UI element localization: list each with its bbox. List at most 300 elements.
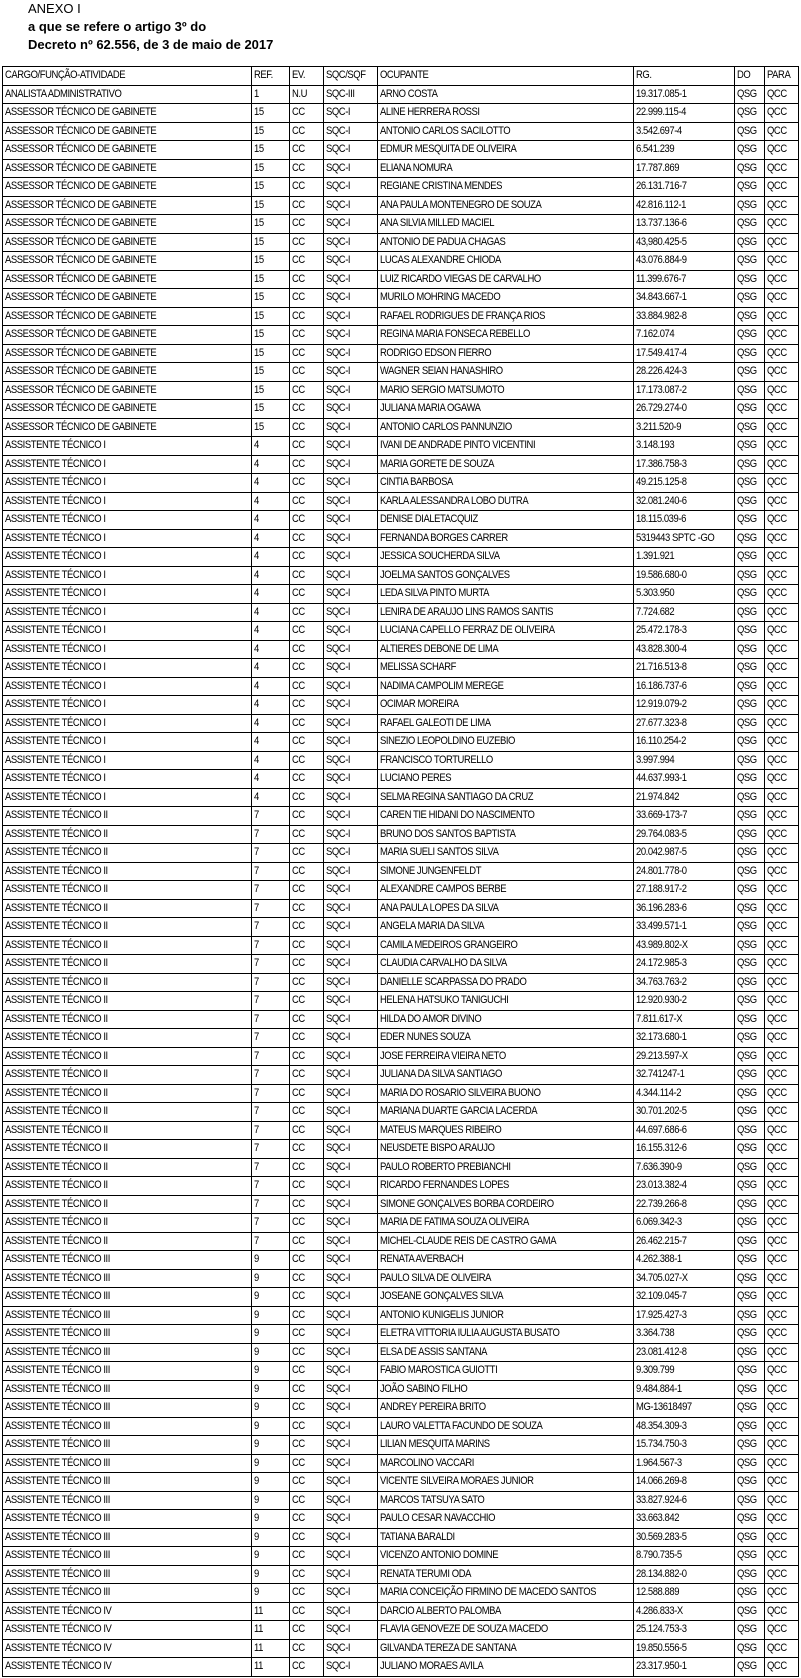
cell-cargo: ASSISTENTE TÉCNICO I bbox=[3, 659, 252, 678]
cell-para: QCC bbox=[764, 511, 798, 530]
cell-sqc: SQC-I bbox=[324, 455, 377, 474]
cell-ocupante: JOSE FERREIRA VIEIRA NETO bbox=[377, 1047, 633, 1066]
cell-rg: 3.211.520-9 bbox=[633, 418, 734, 437]
cell-cargo: ASSISTENTE TÉCNICO II bbox=[3, 973, 252, 992]
cell-do: QSG bbox=[734, 1362, 764, 1381]
cell-cargo: ASSISTENTE TÉCNICO III bbox=[3, 1491, 252, 1510]
cell-rg: 3.148.193 bbox=[633, 437, 734, 456]
cell-rg: 28.226.424-3 bbox=[633, 363, 734, 382]
cell-ref: 7 bbox=[251, 1029, 289, 1048]
cell-ref: 15 bbox=[251, 400, 289, 419]
cell-ocupante: JOSEANE GONÇALVES SILVA bbox=[377, 1288, 633, 1307]
cell-do: QSG bbox=[734, 1214, 764, 1233]
cell-cargo: ASSISTENTE TÉCNICO II bbox=[3, 1029, 252, 1048]
cell-ocupante: CAREN TIE HIDANI DO NASCIMENTO bbox=[377, 807, 633, 826]
cell-ocupante: VICENZO ANTONIO DOMINE bbox=[377, 1547, 633, 1566]
table-row bbox=[3, 1195, 799, 1214]
cell-rg: 19.586.680-0 bbox=[633, 566, 734, 585]
cell-ref: 9 bbox=[251, 1565, 289, 1584]
cell-rg: 44.697.686-6 bbox=[633, 1121, 734, 1140]
cell-ev: CC bbox=[290, 178, 324, 197]
cell-sqc: SQC-I bbox=[324, 418, 377, 437]
cell-cargo: ASSISTENTE TÉCNICO III bbox=[3, 1584, 252, 1603]
table-row bbox=[3, 714, 799, 733]
cell-para: QCC bbox=[764, 899, 798, 918]
cell-ocupante: MARIA CONCEIÇÃO FIRMINO DE MACEDO SANTOS bbox=[377, 1584, 633, 1603]
cell-para: QCC bbox=[764, 1195, 798, 1214]
cell-para: QCC bbox=[764, 1510, 798, 1529]
table-row bbox=[3, 178, 799, 197]
cell-ev: CC bbox=[290, 215, 324, 234]
cell-ocupante: EDER NUNES SOUZA bbox=[377, 1029, 633, 1048]
cell-rg: 34.763.763-2 bbox=[633, 973, 734, 992]
table-row bbox=[3, 1140, 799, 1159]
cell-sqc: SQC-I bbox=[324, 936, 377, 955]
cell-ref: 9 bbox=[251, 1454, 289, 1473]
table-row bbox=[3, 585, 799, 604]
cell-ocupante: JULIANO MORAES AVILA bbox=[377, 1658, 633, 1677]
cell-ref: 15 bbox=[251, 122, 289, 141]
cell-ev: CC bbox=[290, 714, 324, 733]
cell-ev: CC bbox=[290, 1084, 324, 1103]
cell-ocupante: ANTONIO CARLOS PANNUNZIO bbox=[377, 418, 633, 437]
cell-cargo: ASSISTENTE TÉCNICO I bbox=[3, 622, 252, 641]
cell-do: QSG bbox=[734, 511, 764, 530]
cell-rg: 6.069.342-3 bbox=[633, 1214, 734, 1233]
cell-cargo: ASSISTENTE TÉCNICO I bbox=[3, 696, 252, 715]
cell-ref: 4 bbox=[251, 566, 289, 585]
cell-ref: 7 bbox=[251, 1066, 289, 1085]
cell-ocupante: ELSA DE ASSIS SANTANA bbox=[377, 1343, 633, 1362]
cell-ocupante: FABIO MAROSTICA GUIOTTI bbox=[377, 1362, 633, 1381]
cell-cargo: ASSISTENTE TÉCNICO I bbox=[3, 677, 252, 696]
table-row bbox=[3, 825, 799, 844]
cell-ocupante: VICENTE SILVEIRA MORAES JUNIOR bbox=[377, 1473, 633, 1492]
cell-do: QSG bbox=[734, 1565, 764, 1584]
cell-ocupante: DARCIO ALBERTO PALOMBA bbox=[377, 1602, 633, 1621]
cell-sqc: SQC-I bbox=[324, 270, 377, 289]
cell-ref: 4 bbox=[251, 622, 289, 641]
cell-ref: 11 bbox=[251, 1658, 289, 1677]
cell-ev: CC bbox=[290, 1491, 324, 1510]
cell-ev: CC bbox=[290, 733, 324, 752]
cell-ocupante: LUCIANA CAPELLO FERRAZ DE OLIVEIRA bbox=[377, 622, 633, 641]
cell-ev: N.U bbox=[290, 85, 324, 104]
cell-do: QSG bbox=[734, 640, 764, 659]
cell-ocupante: ANA SILVIA MILLED MACIEL bbox=[377, 215, 633, 234]
table-row bbox=[3, 1288, 799, 1307]
cell-para: QCC bbox=[764, 141, 798, 160]
cell-ocupante: NADIMA CAMPOLIM MEREGE bbox=[377, 677, 633, 696]
cell-do: QSG bbox=[734, 344, 764, 363]
cell-do: QSG bbox=[734, 1251, 764, 1270]
cell-ref: 9 bbox=[251, 1325, 289, 1344]
cell-rg: 4.262.388-1 bbox=[633, 1251, 734, 1270]
cell-para: QCC bbox=[764, 622, 798, 641]
cell-ev: CC bbox=[290, 1158, 324, 1177]
cell-ref: 11 bbox=[251, 1639, 289, 1658]
cell-sqc: SQC-I bbox=[324, 1047, 377, 1066]
cell-do: QSG bbox=[734, 1103, 764, 1122]
cell-ev: CC bbox=[290, 141, 324, 160]
cell-ref: 7 bbox=[251, 1121, 289, 1140]
cell-do: QSG bbox=[734, 1288, 764, 1307]
cell-ocupante: RICARDO FERNANDES LOPES bbox=[377, 1177, 633, 1196]
cell-para: QCC bbox=[764, 1140, 798, 1159]
cell-ev: CC bbox=[290, 455, 324, 474]
cell-ev: CC bbox=[290, 622, 324, 641]
cell-ref: 7 bbox=[251, 973, 289, 992]
cell-ev: CC bbox=[290, 696, 324, 715]
cell-rg: 3.364.738 bbox=[633, 1325, 734, 1344]
cell-do: QSG bbox=[734, 104, 764, 123]
cell-ref: 4 bbox=[251, 770, 289, 789]
cell-ev: CC bbox=[290, 326, 324, 345]
cell-cargo: ASSISTENTE TÉCNICO II bbox=[3, 862, 252, 881]
cell-para: QCC bbox=[764, 1417, 798, 1436]
cell-ref: 7 bbox=[251, 1177, 289, 1196]
cell-ocupante: MELISSA SCHARF bbox=[377, 659, 633, 678]
table-row bbox=[3, 1306, 799, 1325]
cell-ev: CC bbox=[290, 788, 324, 807]
cell-sqc: SQC-I bbox=[324, 825, 377, 844]
table-row bbox=[3, 1269, 799, 1288]
cell-sqc: SQC-I bbox=[324, 474, 377, 493]
table-row bbox=[3, 899, 799, 918]
cell-para: QCC bbox=[764, 233, 798, 252]
cell-para: QCC bbox=[764, 1029, 798, 1048]
cell-sqc: SQC-I bbox=[324, 1103, 377, 1122]
cell-cargo: ASSESSOR TÉCNICO DE GABINETE bbox=[3, 178, 252, 197]
cell-ev: CC bbox=[290, 1251, 324, 1270]
table-row bbox=[3, 1621, 799, 1640]
cell-ev: CC bbox=[290, 1417, 324, 1436]
cell-sqc: SQC-I bbox=[324, 1269, 377, 1288]
cell-ev: CC bbox=[290, 825, 324, 844]
cell-do: QSG bbox=[734, 807, 764, 826]
cell-do: QSG bbox=[734, 1399, 764, 1418]
cell-rg: 33.663.842 bbox=[633, 1510, 734, 1529]
cell-do: QSG bbox=[734, 1417, 764, 1436]
cell-para: QCC bbox=[764, 1565, 798, 1584]
table-row bbox=[3, 992, 799, 1011]
cell-ev: CC bbox=[290, 640, 324, 659]
cell-rg: 5.303.950 bbox=[633, 585, 734, 604]
cell-para: QCC bbox=[764, 1325, 798, 1344]
cell-ref: 4 bbox=[251, 529, 289, 548]
cell-cargo: ASSISTENTE TÉCNICO III bbox=[3, 1251, 252, 1270]
cell-ev: CC bbox=[290, 233, 324, 252]
table-row bbox=[3, 511, 799, 530]
cell-ocupante: LEDA SILVA PINTO MURTA bbox=[377, 585, 633, 604]
column-header-para: PARA bbox=[764, 67, 798, 86]
cell-cargo: ASSESSOR TÉCNICO DE GABINETE bbox=[3, 233, 252, 252]
cell-cargo: ASSISTENTE TÉCNICO III bbox=[3, 1436, 252, 1455]
cell-sqc: SQC-I bbox=[324, 233, 377, 252]
cell-para: QCC bbox=[764, 1658, 798, 1677]
cell-para: QCC bbox=[764, 603, 798, 622]
cell-para: QCC bbox=[764, 122, 798, 141]
cell-ev: CC bbox=[290, 1121, 324, 1140]
cell-ref: 7 bbox=[251, 992, 289, 1011]
cell-ref: 4 bbox=[251, 788, 289, 807]
cell-ref: 7 bbox=[251, 1103, 289, 1122]
cell-do: QSG bbox=[734, 1158, 764, 1177]
cell-cargo: ASSISTENTE TÉCNICO I bbox=[3, 751, 252, 770]
cell-ocupante: KARLA ALESSANDRA LOBO DUTRA bbox=[377, 492, 633, 511]
cell-para: QCC bbox=[764, 159, 798, 178]
cell-rg: 36.196.283-6 bbox=[633, 899, 734, 918]
cell-do: QSG bbox=[734, 1621, 764, 1640]
cell-ocupante: ANTONIO CARLOS SACILOTTO bbox=[377, 122, 633, 141]
cell-cargo: ASSESSOR TÉCNICO DE GABINETE bbox=[3, 307, 252, 326]
cell-ev: CC bbox=[290, 770, 324, 789]
cell-sqc: SQC-I bbox=[324, 141, 377, 160]
cell-ref: 9 bbox=[251, 1380, 289, 1399]
cell-ev: CC bbox=[290, 529, 324, 548]
cell-sqc: SQC-I bbox=[324, 881, 377, 900]
cell-do: QSG bbox=[734, 1380, 764, 1399]
cell-rg: 19.850.556-5 bbox=[633, 1639, 734, 1658]
cell-sqc: SQC-I bbox=[324, 659, 377, 678]
cell-ev: CC bbox=[290, 252, 324, 271]
cell-cargo: ASSISTENTE TÉCNICO II bbox=[3, 1232, 252, 1251]
cell-sqc: SQC-I bbox=[324, 1362, 377, 1381]
table-row bbox=[3, 640, 799, 659]
table-row bbox=[3, 141, 799, 160]
cell-para: QCC bbox=[764, 1547, 798, 1566]
cell-sqc: SQC-I bbox=[324, 1473, 377, 1492]
table-row bbox=[3, 1491, 799, 1510]
cell-do: QSG bbox=[734, 1306, 764, 1325]
cell-ref: 4 bbox=[251, 659, 289, 678]
cell-ref: 9 bbox=[251, 1362, 289, 1381]
cell-sqc: SQC-I bbox=[324, 1029, 377, 1048]
cell-cargo: ASSESSOR TÉCNICO DE GABINETE bbox=[3, 104, 252, 123]
cell-ref: 4 bbox=[251, 603, 289, 622]
cell-cargo: ASSISTENTE TÉCNICO III bbox=[3, 1454, 252, 1473]
cell-rg: 19.317.085-1 bbox=[633, 85, 734, 104]
cell-ev: CC bbox=[290, 363, 324, 382]
cell-sqc: SQC-I bbox=[324, 363, 377, 382]
cell-ocupante: OCIMAR MOREIRA bbox=[377, 696, 633, 715]
cell-ev: CC bbox=[290, 122, 324, 141]
table-row bbox=[3, 252, 799, 271]
cell-do: QSG bbox=[734, 215, 764, 234]
cell-ocupante: RENATA AVERBACH bbox=[377, 1251, 633, 1270]
cell-ocupante: PAULO ROBERTO PREBIANCHI bbox=[377, 1158, 633, 1177]
cell-ref: 7 bbox=[251, 899, 289, 918]
cell-cargo: ASSESSOR TÉCNICO DE GABINETE bbox=[3, 252, 252, 271]
cell-ev: CC bbox=[290, 104, 324, 123]
cell-cargo: ASSISTENTE TÉCNICO I bbox=[3, 640, 252, 659]
cell-do: QSG bbox=[734, 714, 764, 733]
cell-do: QSG bbox=[734, 992, 764, 1011]
cell-rg: 13.737.136-6 bbox=[633, 215, 734, 234]
cell-sqc: SQC-I bbox=[324, 1121, 377, 1140]
cell-do: QSG bbox=[734, 270, 764, 289]
cell-para: QCC bbox=[764, 1158, 798, 1177]
table-row bbox=[3, 104, 799, 123]
cell-ref: 7 bbox=[251, 1047, 289, 1066]
cell-ref: 15 bbox=[251, 233, 289, 252]
cell-ev: CC bbox=[290, 862, 324, 881]
cell-do: QSG bbox=[734, 1528, 764, 1547]
table-row bbox=[3, 733, 799, 752]
cell-sqc: SQC-I bbox=[324, 1306, 377, 1325]
cell-ev: CC bbox=[290, 511, 324, 530]
cell-ocupante: HILDA DO AMOR DIVINO bbox=[377, 1010, 633, 1029]
cell-ev: CC bbox=[290, 400, 324, 419]
cell-ev: CC bbox=[290, 1214, 324, 1233]
cell-rg: 1.391.921 bbox=[633, 548, 734, 567]
cell-cargo: ASSISTENTE TÉCNICO IV bbox=[3, 1658, 252, 1677]
cell-sqc: SQC-I bbox=[324, 1066, 377, 1085]
cell-ref: 9 bbox=[251, 1510, 289, 1529]
cell-ev: CC bbox=[290, 992, 324, 1011]
cell-rg: 7.162.074 bbox=[633, 326, 734, 345]
cell-cargo: ASSISTENTE TÉCNICO II bbox=[3, 992, 252, 1011]
cell-para: QCC bbox=[764, 1436, 798, 1455]
cell-do: QSG bbox=[734, 1454, 764, 1473]
cell-ref: 15 bbox=[251, 381, 289, 400]
table-row bbox=[3, 1029, 799, 1048]
cell-ev: CC bbox=[290, 1010, 324, 1029]
cell-ocupante: MARIA DE FATIMA SOUZA OLIVEIRA bbox=[377, 1214, 633, 1233]
cell-sqc: SQC-I bbox=[324, 252, 377, 271]
cell-cargo: ASSISTENTE TÉCNICO III bbox=[3, 1565, 252, 1584]
cell-sqc: SQC-I bbox=[324, 1528, 377, 1547]
cell-ref: 7 bbox=[251, 881, 289, 900]
cell-do: QSG bbox=[734, 289, 764, 308]
cell-cargo: ASSESSOR TÉCNICO DE GABINETE bbox=[3, 141, 252, 160]
cell-ref: 15 bbox=[251, 141, 289, 160]
cell-ev: CC bbox=[290, 1584, 324, 1603]
table-row bbox=[3, 696, 799, 715]
cell-para: QCC bbox=[764, 992, 798, 1011]
cell-do: QSG bbox=[734, 326, 764, 345]
table-row bbox=[3, 1066, 799, 1085]
table-row bbox=[3, 1362, 799, 1381]
cell-rg: 8.790.735-5 bbox=[633, 1547, 734, 1566]
cell-ev: CC bbox=[290, 585, 324, 604]
cell-sqc: SQC-I bbox=[324, 585, 377, 604]
cell-para: QCC bbox=[764, 1343, 798, 1362]
cell-sqc: SQC-I bbox=[324, 1491, 377, 1510]
cell-rg: 27.677.323-8 bbox=[633, 714, 734, 733]
cell-para: QCC bbox=[764, 677, 798, 696]
cell-ev: CC bbox=[290, 677, 324, 696]
cell-para: QCC bbox=[764, 751, 798, 770]
cell-sqc: SQC-I bbox=[324, 1158, 377, 1177]
cell-do: QSG bbox=[734, 918, 764, 937]
cell-para: QCC bbox=[764, 344, 798, 363]
table-row bbox=[3, 1417, 799, 1436]
cell-ev: CC bbox=[290, 307, 324, 326]
cell-sqc: SQC-I bbox=[324, 1658, 377, 1677]
table-row bbox=[3, 437, 799, 456]
cell-sqc: SQC-I bbox=[324, 1436, 377, 1455]
cell-do: QSG bbox=[734, 455, 764, 474]
table-row bbox=[3, 1380, 799, 1399]
cell-sqc: SQC-I bbox=[324, 1195, 377, 1214]
cell-cargo: ASSISTENTE TÉCNICO II bbox=[3, 955, 252, 974]
cell-ev: CC bbox=[290, 381, 324, 400]
cell-ref: 9 bbox=[251, 1528, 289, 1547]
cell-cargo: ASSISTENTE TÉCNICO I bbox=[3, 474, 252, 493]
cell-sqc: SQC-I bbox=[324, 1140, 377, 1159]
cell-do: QSG bbox=[734, 955, 764, 974]
cell-do: QSG bbox=[734, 1066, 764, 1085]
cell-cargo: ASSISTENTE TÉCNICO II bbox=[3, 825, 252, 844]
cell-sqc: SQC-I bbox=[324, 215, 377, 234]
cell-do: QSG bbox=[734, 936, 764, 955]
cell-para: QCC bbox=[764, 1214, 798, 1233]
document-header bbox=[28, 0, 273, 54]
cell-ref: 15 bbox=[251, 196, 289, 215]
cell-sqc: SQC-I bbox=[324, 326, 377, 345]
cell-do: QSG bbox=[734, 400, 764, 419]
cell-ocupante: MARIO SERGIO MATSUMOTO bbox=[377, 381, 633, 400]
cell-para: QCC bbox=[764, 807, 798, 826]
cell-rg: 16.155.312-6 bbox=[633, 1140, 734, 1159]
table-row bbox=[3, 1232, 799, 1251]
cell-ref: 7 bbox=[251, 1084, 289, 1103]
cell-para: QCC bbox=[764, 1602, 798, 1621]
cell-ref: 4 bbox=[251, 677, 289, 696]
cell-para: QCC bbox=[764, 585, 798, 604]
cell-ev: CC bbox=[290, 751, 324, 770]
cell-ev: CC bbox=[290, 899, 324, 918]
cell-ocupante: ARNO COSTA bbox=[377, 85, 633, 104]
cell-para: QCC bbox=[764, 714, 798, 733]
cell-ref: 4 bbox=[251, 714, 289, 733]
cell-sqc: SQC-I bbox=[324, 1417, 377, 1436]
cell-rg: MG-13618497 bbox=[633, 1399, 734, 1418]
cell-para: QCC bbox=[764, 1362, 798, 1381]
cell-rg: 43,980.425-5 bbox=[633, 233, 734, 252]
table-row bbox=[3, 381, 799, 400]
cell-cargo: ASSISTENTE TÉCNICO II bbox=[3, 1214, 252, 1233]
cell-para: QCC bbox=[764, 178, 798, 197]
cell-ev: CC bbox=[290, 955, 324, 974]
cell-sqc: SQC-I bbox=[324, 437, 377, 456]
cell-ref: 15 bbox=[251, 104, 289, 123]
column-header-ref: REF. bbox=[251, 67, 289, 86]
cell-para: QCC bbox=[764, 1528, 798, 1547]
cell-do: QSG bbox=[734, 825, 764, 844]
cell-para: QCC bbox=[764, 640, 798, 659]
cell-ocupante: JULIANA DA SILVA SANTIAGO bbox=[377, 1066, 633, 1085]
cell-rg: 3.997.994 bbox=[633, 751, 734, 770]
table-row bbox=[3, 936, 799, 955]
cell-do: QSG bbox=[734, 1140, 764, 1159]
cell-ev: CC bbox=[290, 1380, 324, 1399]
cell-sqc: SQC-I bbox=[324, 400, 377, 419]
cell-ref: 7 bbox=[251, 936, 289, 955]
cell-para: QCC bbox=[764, 252, 798, 271]
cell-do: QSG bbox=[734, 1047, 764, 1066]
cell-para: QCC bbox=[764, 881, 798, 900]
cell-ocupante: MARIA GORETE DE SOUZA bbox=[377, 455, 633, 474]
cell-sqc: SQC-I bbox=[324, 492, 377, 511]
cell-rg: 24.172.985-3 bbox=[633, 955, 734, 974]
cell-cargo: ASSISTENTE TÉCNICO III bbox=[3, 1325, 252, 1344]
table-row bbox=[3, 1010, 799, 1029]
cell-ref: 7 bbox=[251, 862, 289, 881]
cell-sqc: SQC-I bbox=[324, 696, 377, 715]
cell-cargo: ASSISTENTE TÉCNICO III bbox=[3, 1380, 252, 1399]
